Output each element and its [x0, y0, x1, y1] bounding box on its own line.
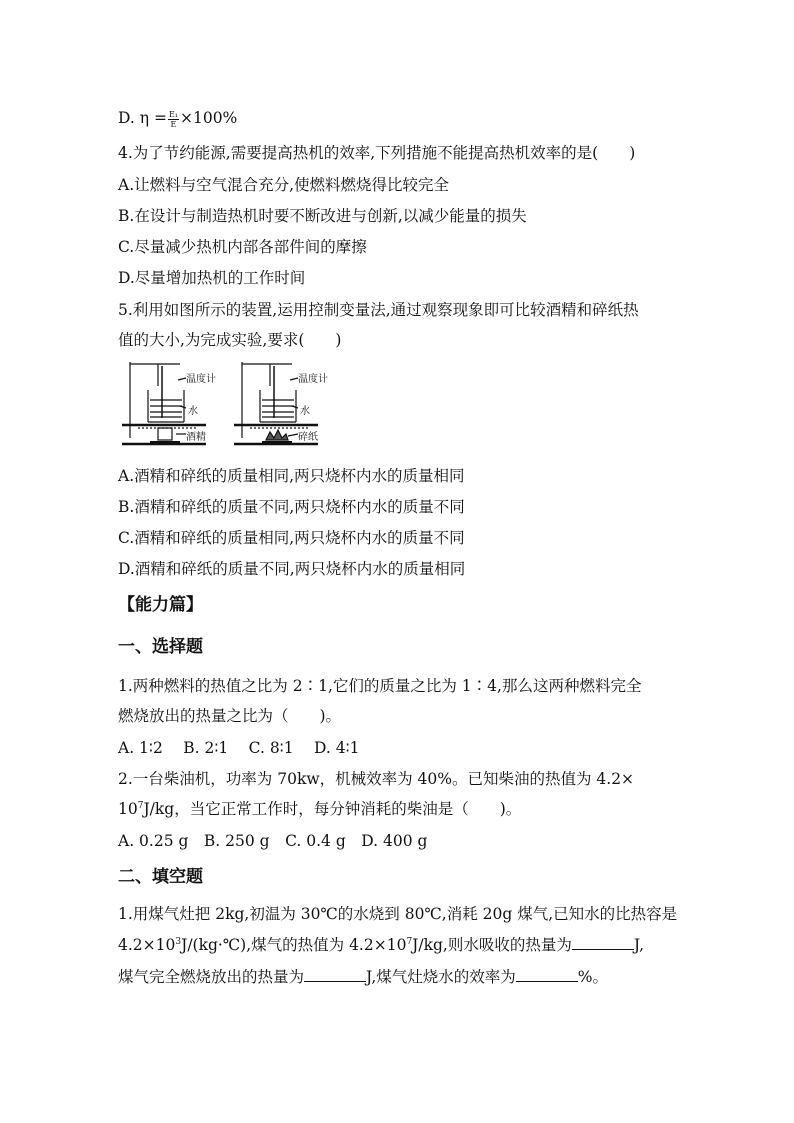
s2-q1-heat-capacity-base: 4.2×10 [118, 936, 176, 954]
s1-q2-line1: 2.一台柴油机，功率为 70kw，机械效率为 40%。已知柴油的热值为 4.2× [118, 770, 635, 788]
s1-q2-exp-power: 7 [137, 800, 144, 811]
s2-q1-line3-text-a: 煤气完全燃烧放出的热量为 [118, 968, 305, 986]
q5-stem-line1: 5.利用如图所示的装置,运用控制变量法,通过观察现象即可比较酒精和碎纸热 [118, 301, 639, 319]
s2-q1-heat-capacity-power: 3 [175, 936, 182, 947]
q5-option-c: C.酒精和碎纸的质量相同,两只烧杯内水的质量不同 [118, 529, 465, 547]
experiment-apparatus-figure [120, 356, 350, 452]
q4-option-d: D.尽量增加热机的工作时间 [118, 269, 306, 287]
s1-q2-options: A. 0.25 g B. 250 g C. 0.4 g D. 400 g [118, 832, 428, 850]
answer-blank-water-heat[interactable] [572, 935, 634, 950]
section1-heading: 一、选择题 [118, 637, 203, 657]
left-alcohol-label: 酒精 [186, 432, 206, 443]
s1-q1-line1: 1.两种燃料的热值之比为 2∶1,它们的质量之比为 1∶4,那么这两种燃料完全 [118, 677, 642, 695]
fraction-numerator: E₁ [168, 109, 178, 119]
efficiency-fraction [168, 110, 179, 129]
s2-q1-line3 [118, 967, 608, 987]
left-water-label: 水 [188, 406, 198, 417]
option-d-prefix: D. η = [118, 109, 167, 127]
right-paper-label: 碎纸 [298, 432, 318, 443]
option-d-suffix: ×100% [179, 109, 238, 127]
s2-q1-line2 [118, 935, 644, 955]
s2-q1-heat-value-power: 7 [406, 936, 413, 947]
right-thermometer-label: 温度计 [298, 374, 328, 385]
s2-q1-line1: 1.用煤气灶把 2kg,初温为 30℃的水烧到 80℃,消耗 20g 煤气,已知水的比热容是 [118, 905, 678, 923]
answer-blank-efficiency[interactable] [516, 967, 578, 982]
s1-q2-line2 [118, 799, 521, 819]
q4-option-b: B.在设计与制造热机时要不断改进与创新,以减少能量的损失 [118, 207, 527, 225]
s1-q1-line2: 燃烧放出的热量之比为（ )。 [118, 707, 342, 725]
right-water-label: 水 [300, 406, 310, 417]
answer-blank-gas-heat[interactable] [304, 967, 366, 982]
left-thermometer-label: 温度计 [186, 374, 216, 385]
q4-option-c: C.尽量减少热机内部各部件间的摩擦 [118, 238, 367, 256]
prev-question-option-d [118, 108, 237, 129]
fraction-denominator: E [170, 119, 177, 129]
q4-option-a: A.让燃料与空气混合充分,使燃料燃烧得比较完全 [118, 176, 450, 194]
s1-q1-options: A. 1∶2 B. 2∶1 C. 8∶1 D. 4∶1 [118, 739, 360, 757]
s2-q1-line2-text-c: J/kg,则水吸收的热量为 [412, 936, 572, 954]
q5-option-b: B.酒精和碎纸的质量不同,两只烧杯内水的质量不同 [118, 498, 465, 516]
q4-stem: 4.为了节约能源,需要提高热机的效率,下列措施不能提高热机效率的是( ) [118, 144, 636, 162]
s2-q1-line3-text-b: J,煤气灶烧水的效率为 [366, 968, 516, 986]
q5-stem-line2: 值的大小,为完成实验,要求( ) [118, 331, 342, 349]
q5-option-a: A.酒精和碎纸的质量相同,两只烧杯内水的质量相同 [118, 467, 465, 485]
s2-q1-line2-end: J, [633, 936, 645, 954]
q5-option-d: D.酒精和碎纸的质量不同,两只烧杯内水的质量相同 [118, 560, 466, 578]
s2-q1-line2-text-b: J/(kg·℃),煤气的热值为 4.2×10 [181, 936, 407, 954]
s1-q2-exp-base: 10 [118, 800, 138, 818]
ability-heading: 【能力篇】 [118, 595, 203, 615]
s2-q1-line3-text-c: %。 [577, 968, 608, 986]
s1-q2-line2-text: J/kg，当它正常工作时，每分钟消耗的柴油是（ )。 [143, 800, 522, 818]
section2-heading: 二、填空题 [118, 867, 203, 887]
